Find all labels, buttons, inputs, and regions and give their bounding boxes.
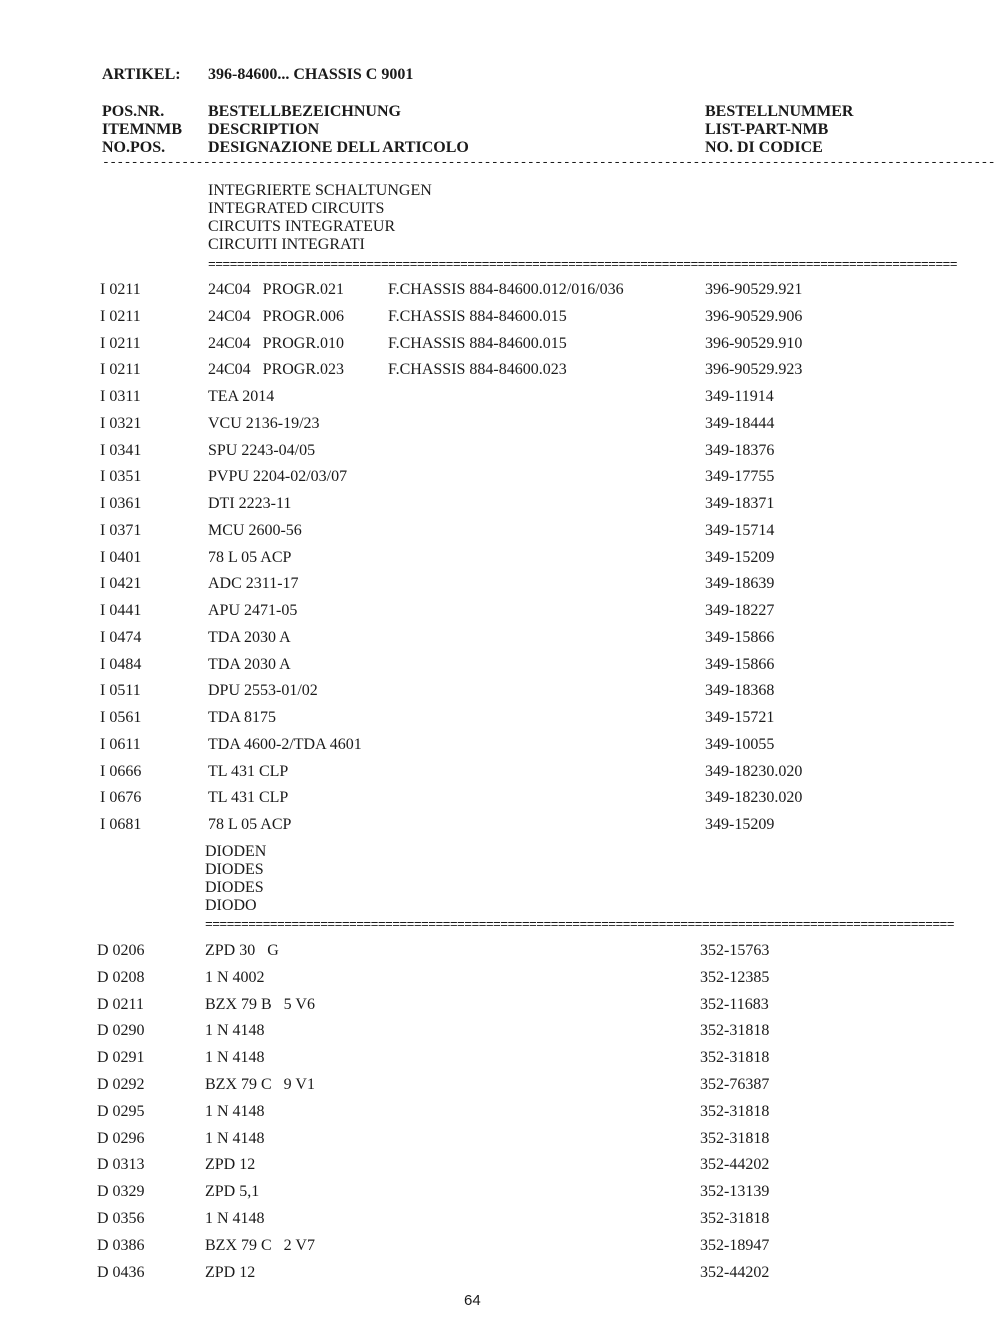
table-row [0, 468, 950, 488]
description: 78 L 05 ACP [208, 548, 292, 566]
table-row [0, 575, 950, 595]
part-number: 349-15209 [705, 548, 775, 566]
chassis-note: F.CHASSIS 884-84600.015 [388, 334, 567, 352]
description: TL 431 CLP [208, 789, 289, 807]
description: BZX 79 C 2 V7 [205, 1236, 315, 1254]
part-number: 352-11683 [700, 995, 769, 1013]
col-num-en: LIST-PART-NMB [705, 121, 829, 138]
table-row [0, 1264, 950, 1284]
table-row [0, 709, 950, 729]
description: TEA 2014 [208, 388, 275, 405]
description: TL 431 CLP [208, 762, 289, 780]
table-row [0, 1237, 950, 1257]
table-row [0, 549, 950, 569]
part-number: 349-11914 [705, 388, 774, 405]
part-number: 349-18227 [705, 602, 775, 619]
ic-title-fr: CIRCUITS INTEGRATEUR [208, 218, 396, 235]
pos-number: I 0341 [100, 441, 142, 459]
diode-title-fr: DIODES [205, 879, 264, 896]
description: TDA 2030 A [208, 655, 291, 673]
description: 1 N 4148 [205, 1129, 265, 1147]
part-number: 352-31818 [700, 1049, 770, 1067]
page-number: 64 [464, 1292, 481, 1309]
col-num-it: NO. DI CODICE [705, 139, 823, 156]
part-number: 396-90529.923 [705, 361, 803, 379]
chassis-note: F.CHASSIS 884-84600.012/016/036 [388, 281, 624, 298]
part-number: 349-15866 [705, 628, 775, 646]
diode-double-divider: ======================================================================================================== [205, 917, 954, 932]
description: 1 N 4002 [205, 968, 265, 986]
ic-title-de: INTEGRIERTE SCHALTUNGEN [208, 182, 432, 199]
description: BZX 79 B 5 V6 [205, 995, 315, 1013]
table-row [0, 1130, 950, 1150]
description: 24C04 PROGR.023 [208, 361, 345, 379]
table-row [0, 789, 950, 809]
part-number: 352-31818 [700, 1210, 770, 1227]
table-row [0, 361, 950, 381]
pos-number: I 0311 [100, 388, 141, 405]
pos-number: I 0421 [100, 575, 142, 593]
description: 1 N 4148 [205, 1049, 265, 1067]
table-row [0, 442, 950, 462]
part-number: 349-18230.020 [705, 762, 803, 780]
table-row [0, 656, 950, 676]
diode-title-en: DIODES [205, 861, 264, 878]
pos-number: I 0211 [100, 334, 141, 352]
diode-title-de: DIODEN [205, 843, 267, 860]
col-pos-it: NO.POS. [102, 139, 166, 156]
part-number: 352-44202 [700, 1156, 770, 1174]
table-row [0, 602, 950, 622]
pos-number: I 0474 [100, 628, 142, 646]
description: ZPD 12 [205, 1263, 256, 1281]
pos-number: D 0329 [97, 1183, 145, 1201]
table-row [0, 388, 950, 408]
description: ZPD 5,1 [205, 1183, 260, 1201]
part-number: 349-15721 [705, 709, 775, 726]
table-row [0, 522, 950, 542]
ic-title-it: CIRCUITI INTEGRATI [208, 236, 365, 253]
description: SPU 2243-04/05 [208, 441, 316, 459]
pos-number: I 0361 [100, 495, 142, 512]
artikel-value: 396-84600... CHASSIS C 9001 [208, 66, 414, 83]
table-row [0, 1156, 950, 1176]
description: APU 2471-05 [208, 602, 298, 619]
pos-number: I 0211 [100, 361, 141, 379]
part-number: 349-15209 [705, 816, 775, 833]
table-row [0, 1049, 950, 1069]
table-row [0, 1022, 950, 1042]
part-number: 352-76387 [700, 1076, 770, 1093]
pos-number: I 0441 [100, 602, 142, 619]
pos-number: I 0666 [100, 762, 142, 780]
col-desc-de: BESTELLBEZEICHNUNG [208, 103, 401, 120]
pos-number: D 0211 [97, 995, 144, 1013]
pos-number: I 0211 [100, 307, 141, 325]
part-number: 352-13139 [700, 1183, 770, 1201]
pos-number: I 0511 [100, 682, 141, 700]
pos-number: I 0681 [100, 816, 142, 833]
part-number: 396-90529.921 [705, 281, 803, 298]
header-dashed-divider: ---------------------------------------------------------------------------------------------------------------------------- [102, 155, 995, 170]
part-number: 352-31818 [700, 1102, 770, 1120]
table-row [0, 682, 950, 702]
table-row [0, 281, 950, 301]
pos-number: D 0291 [97, 1049, 145, 1067]
ic-title-en: INTEGRATED CIRCUITS [208, 200, 385, 217]
ic-double-divider: ======================================================================================================== [208, 257, 957, 272]
chassis-note: F.CHASSIS 884-84600.023 [388, 361, 567, 379]
col-pos-de: POS.NR. [102, 103, 165, 120]
pos-number: D 0313 [97, 1156, 145, 1174]
table-row [0, 996, 950, 1016]
table-row [0, 816, 950, 836]
description: BZX 79 C 9 V1 [205, 1076, 315, 1093]
part-number: 352-18947 [700, 1236, 770, 1254]
part-number: 396-90529.906 [705, 307, 803, 325]
col-pos-en: ITEMNMB [102, 121, 182, 138]
pos-number: D 0206 [97, 942, 145, 959]
part-number: 349-18368 [705, 682, 775, 700]
description: PVPU 2204-02/03/07 [208, 468, 348, 486]
pos-number: I 0321 [100, 414, 142, 432]
table-row [0, 308, 950, 328]
table-row [0, 335, 950, 355]
pos-number: D 0290 [97, 1022, 145, 1040]
part-number: 349-10055 [705, 735, 775, 753]
pos-number: I 0371 [100, 521, 142, 539]
description: ZPD 12 [205, 1156, 256, 1174]
table-row [0, 942, 950, 962]
pos-number: D 0292 [97, 1076, 145, 1093]
part-number: 352-31818 [700, 1129, 770, 1147]
description: 24C04 PROGR.010 [208, 334, 345, 352]
table-row [0, 1183, 950, 1203]
description: TDA 4600-2/TDA 4601 [208, 735, 362, 753]
col-desc-en: DESCRIPTION [208, 121, 320, 138]
description: ADC 2311-17 [208, 575, 299, 593]
part-number: 352-31818 [700, 1022, 770, 1040]
diode-title-it: DIODO [205, 897, 257, 914]
pos-number: D 0386 [97, 1236, 145, 1254]
description: TDA 8175 [208, 709, 276, 726]
description: 24C04 PROGR.021 [208, 281, 345, 298]
description: TDA 2030 A [208, 628, 291, 646]
table-row [0, 629, 950, 649]
table-row [0, 969, 950, 989]
description: ZPD 30 G [205, 942, 279, 959]
part-number: 349-18639 [705, 575, 775, 593]
pos-number: I 0351 [100, 468, 142, 486]
table-row [0, 495, 950, 515]
description: 78 L 05 ACP [208, 816, 292, 833]
col-desc-it: DESIGNAZIONE DELL ARTICOLO [208, 139, 469, 156]
description: 1 N 4148 [205, 1210, 265, 1227]
pos-number: I 0561 [100, 709, 142, 726]
part-number: 396-90529.910 [705, 334, 803, 352]
table-row [0, 1210, 950, 1230]
pos-number: I 0484 [100, 655, 142, 673]
part-number: 349-18444 [705, 414, 775, 432]
part-number: 352-44202 [700, 1263, 770, 1281]
pos-number: I 0676 [100, 789, 142, 807]
description: 24C04 PROGR.006 [208, 307, 345, 325]
part-number: 349-15714 [705, 521, 775, 539]
pos-number: D 0208 [97, 968, 145, 986]
description: MCU 2600-56 [208, 521, 302, 539]
pos-number: D 0296 [97, 1129, 145, 1147]
table-row [0, 1076, 950, 1096]
table-row [0, 1103, 950, 1123]
table-row [0, 415, 950, 435]
part-number: 352-12385 [700, 968, 770, 986]
chassis-note: F.CHASSIS 884-84600.015 [388, 307, 567, 325]
pos-number: I 0401 [100, 548, 142, 566]
part-number: 349-15866 [705, 655, 775, 673]
pos-number: I 0611 [100, 735, 141, 753]
col-num-de: BESTELLNUMMER [705, 103, 854, 120]
part-number: 352-15763 [700, 942, 770, 959]
artikel-label: ARTIKEL: [102, 66, 181, 83]
part-number: 349-17755 [705, 468, 775, 486]
part-number: 349-18230.020 [705, 789, 803, 807]
description: 1 N 4148 [205, 1102, 265, 1120]
pos-number: I 0211 [100, 281, 141, 298]
pos-number: D 0436 [97, 1263, 145, 1281]
table-row [0, 763, 950, 783]
part-number: 349-18376 [705, 441, 775, 459]
part-number: 349-18371 [705, 495, 775, 512]
description: VCU 2136-19/23 [208, 414, 320, 432]
description: 1 N 4148 [205, 1022, 265, 1040]
table-row [0, 736, 950, 756]
pos-number: D 0356 [97, 1210, 145, 1227]
pos-number: D 0295 [97, 1102, 145, 1120]
description: DTI 2223-11 [208, 495, 292, 512]
description: DPU 2553-01/02 [208, 682, 318, 700]
